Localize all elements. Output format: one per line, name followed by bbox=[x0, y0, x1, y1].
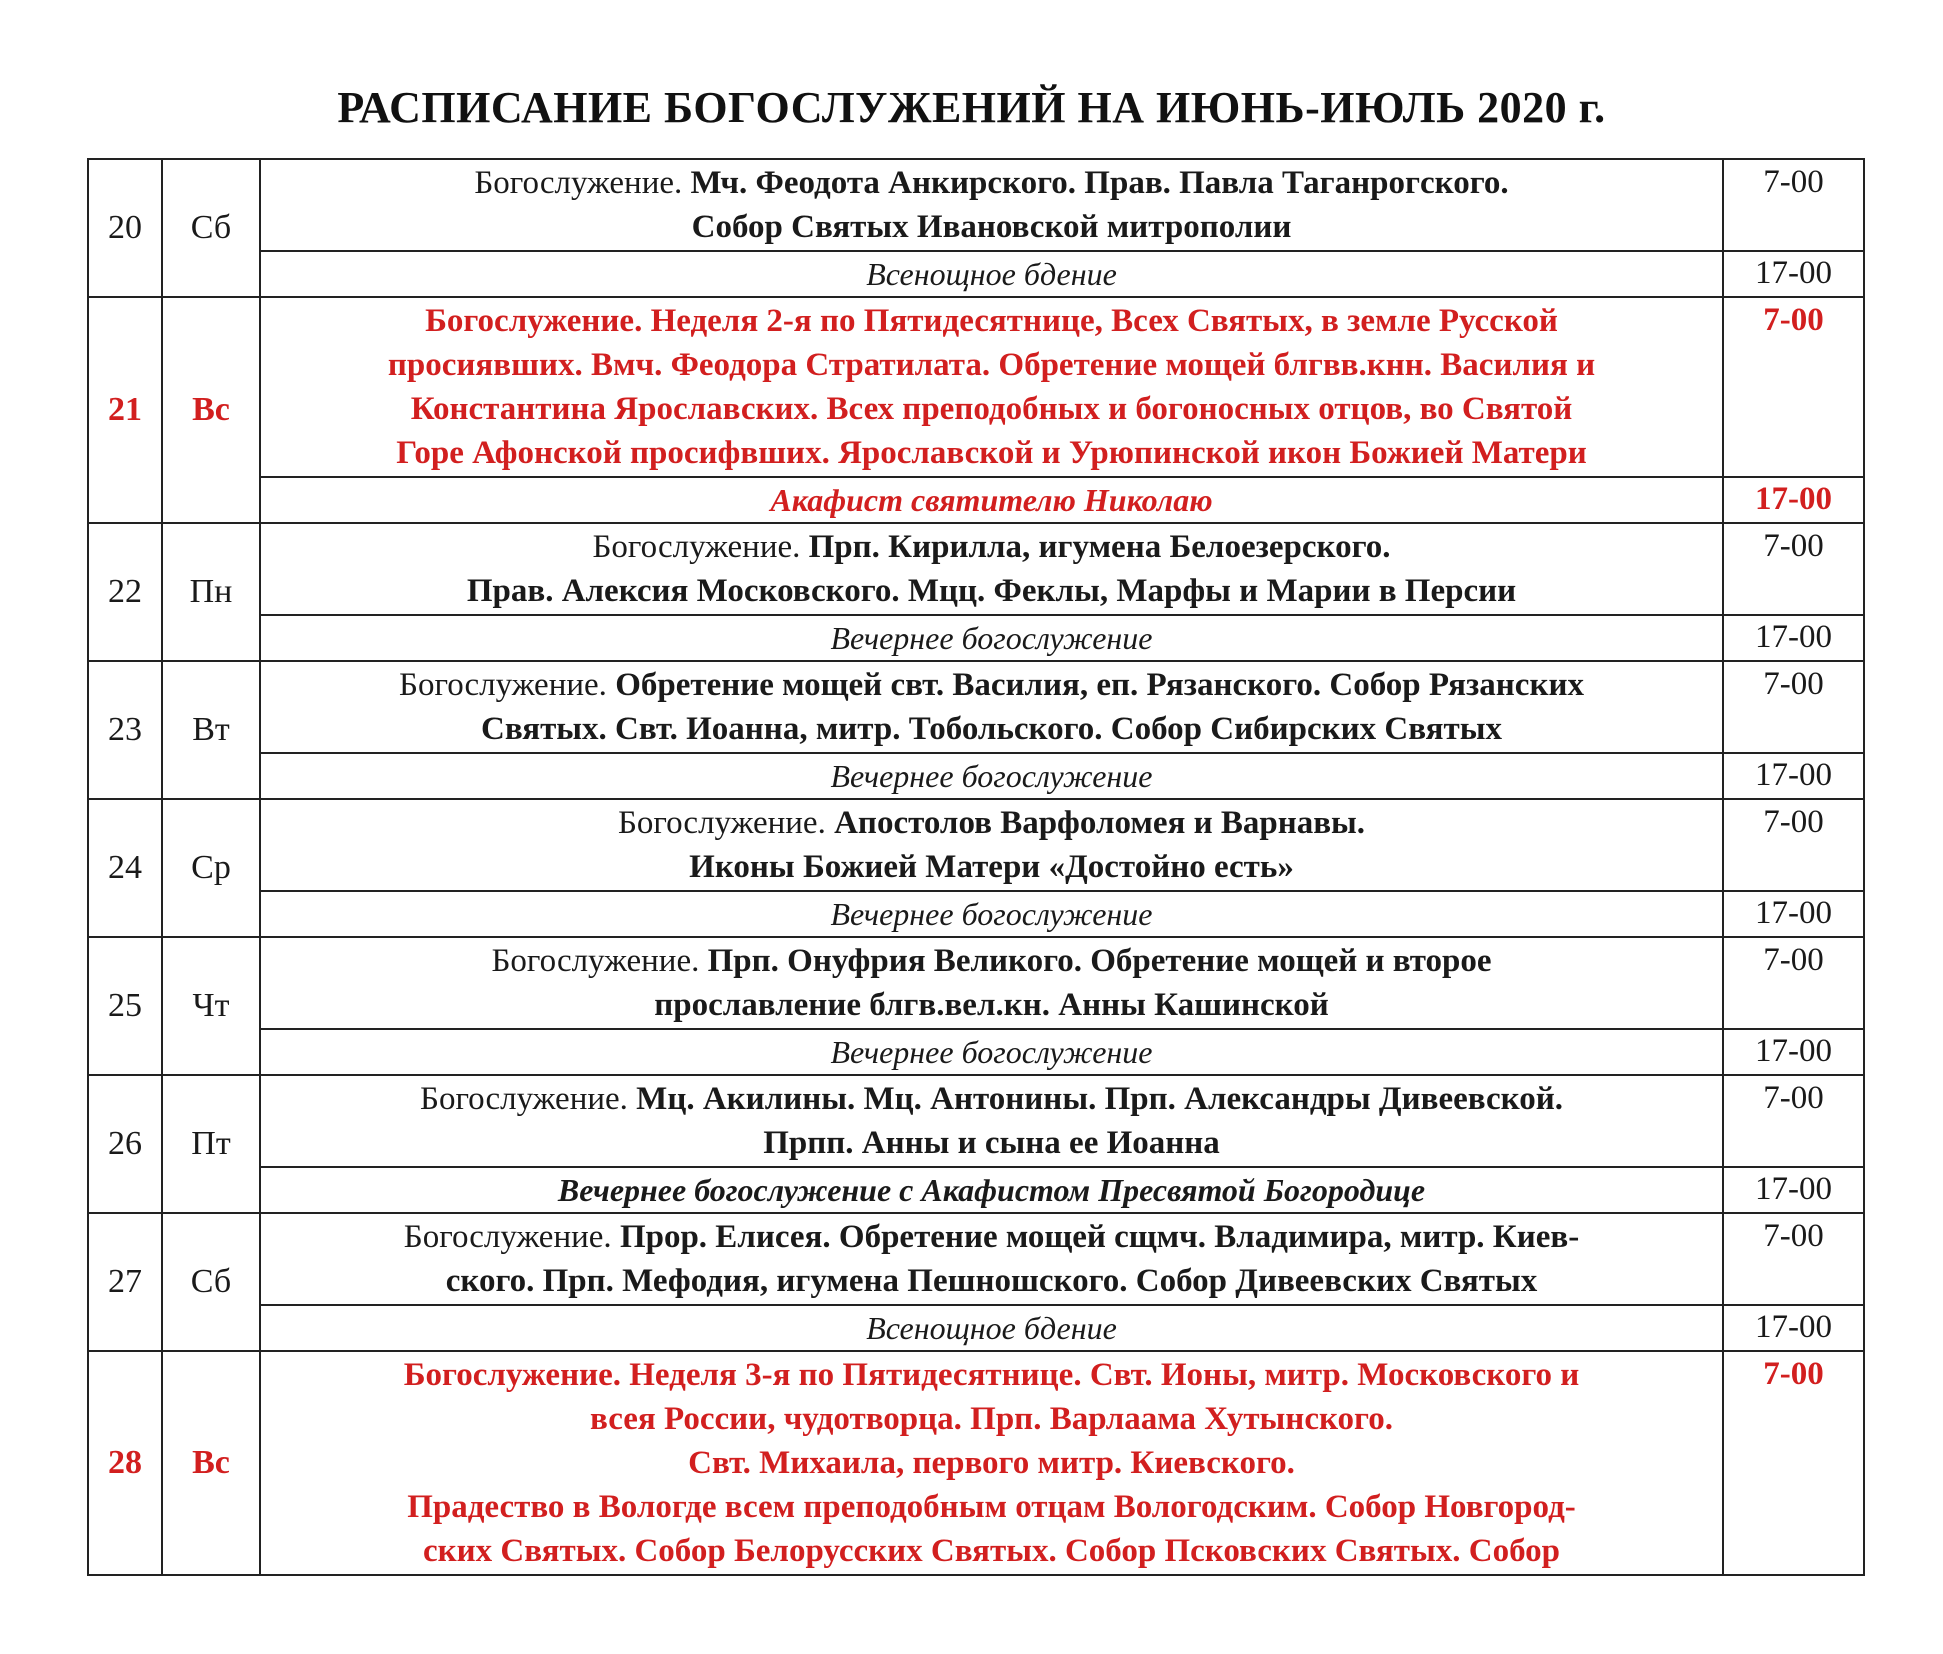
service-line: Горе Афонской просифвших. Ярославской и Урюпинской икон Божией Матери bbox=[396, 435, 1587, 471]
saints-commemorated: Прор. Елисея. Обретение мощей сщмч. Владимира, митр. Киев- bbox=[619, 1219, 1580, 1255]
morning-time: 7-00 bbox=[1723, 523, 1864, 615]
weekday: Сб bbox=[162, 1213, 260, 1351]
schedule-row-day-23 bbox=[88, 661, 1864, 753]
service-line: Богослужение. Неделя 3-я по Пятидесятнице. Свт. Ионы, митр. Московского и bbox=[403, 1357, 1580, 1393]
schedule-row-evening-27 bbox=[88, 1305, 1864, 1351]
evening-time: 17-00 bbox=[1723, 891, 1864, 937]
weekday: Вт bbox=[162, 661, 260, 799]
evening-service: Всенощное бдение bbox=[260, 1305, 1723, 1351]
morning-time: 7-00 bbox=[1723, 297, 1864, 477]
service-prefix: Богослужение. bbox=[403, 1219, 612, 1255]
evening-time: 17-00 bbox=[1723, 1167, 1864, 1213]
day-number: 20 bbox=[88, 159, 162, 297]
service-description bbox=[260, 1075, 1723, 1167]
service-prefix: Богослужение. bbox=[399, 667, 607, 703]
weekday: Вс bbox=[162, 297, 260, 523]
service-prefix: Богослужение. bbox=[617, 805, 826, 841]
schedule-row-day-21 bbox=[88, 297, 1864, 477]
schedule-row-evening-24 bbox=[88, 891, 1864, 937]
service-description bbox=[260, 159, 1723, 251]
saints-commemorated-continued: Собор Святых Ивановской митрополии bbox=[691, 209, 1292, 245]
service-prefix: Богослужение. bbox=[420, 1081, 628, 1117]
service-description bbox=[260, 1351, 1723, 1575]
morning-time: 7-00 bbox=[1723, 1213, 1864, 1305]
service-line: Прадество в Вологде всем преподобным отцам Вологодским. Собор Новгород- bbox=[407, 1489, 1576, 1525]
service-prefix: Богослужение. bbox=[474, 165, 683, 201]
service-line: всея России, чудотворца. Прп. Варлаама Хутынского. bbox=[590, 1401, 1393, 1437]
weekday: Сб bbox=[162, 159, 260, 297]
evening-service: Вечернее богослужение bbox=[260, 891, 1723, 937]
schedule-row-day-24 bbox=[88, 799, 1864, 891]
saints-commemorated-continued: Прпп. Анны и сына ее Иоанна bbox=[763, 1125, 1220, 1161]
saints-commemorated: Мц. Акилины. Мц. Антонины. Прп. Александры Дивеевской. bbox=[636, 1081, 1563, 1117]
schedule-row-evening-23 bbox=[88, 753, 1864, 799]
morning-time: 7-00 bbox=[1723, 159, 1864, 251]
service-line bbox=[267, 1077, 1716, 1121]
service-line bbox=[267, 939, 1716, 983]
service-prefix: Богослужение. bbox=[491, 943, 700, 979]
day-number: 27 bbox=[88, 1213, 162, 1351]
service-line: ских Святых. Собор Белорусских Святых. Собор Псковских Святых. Собор bbox=[423, 1533, 1560, 1569]
saints-commemorated-continued: Святых. Свт. Иоанна, митр. Тобольского. Собор Сибирских Святых bbox=[481, 711, 1502, 747]
service-line: Богослужение. Неделя 2-я по Пятидесятнице, Всех Святых, в земле Русской bbox=[425, 303, 1558, 339]
service-line bbox=[267, 1215, 1716, 1259]
saints-commemorated: Прп. Кирилла, игумена Белоезерского. bbox=[808, 529, 1391, 565]
evening-service: Вечернее богослужение bbox=[260, 615, 1723, 661]
day-number: 25 bbox=[88, 937, 162, 1075]
weekday: Вс bbox=[162, 1351, 260, 1575]
saints-commemorated-continued: Прав. Алексия Московского. Мцц. Феклы, Марфы и Марии в Персии bbox=[466, 573, 1517, 609]
evening-time: 17-00 bbox=[1723, 251, 1864, 297]
weekday: Пт bbox=[162, 1075, 260, 1213]
evening-time: 17-00 bbox=[1723, 753, 1864, 799]
service-line bbox=[267, 663, 1716, 707]
service-description bbox=[260, 799, 1723, 891]
evening-service: Всенощное бдение bbox=[260, 251, 1723, 297]
page-title: РАСПИСАНИЕ БОГОСЛУЖЕНИЙ НА ИЮНЬ-ИЮЛЬ 2020 г. bbox=[337, 83, 1606, 132]
schedule-row-day-25 bbox=[88, 937, 1864, 1029]
schedule-row-day-20 bbox=[88, 159, 1864, 251]
service-description bbox=[260, 523, 1723, 615]
saints-commemorated: Апостолов Варфоломея и Варнавы. bbox=[834, 805, 1366, 841]
service-description bbox=[260, 661, 1723, 753]
day-number: 26 bbox=[88, 1075, 162, 1213]
schedule-body bbox=[88, 159, 1864, 1575]
evening-time: 17-00 bbox=[1723, 477, 1864, 523]
saints-commemorated: Обретение мощей свт. Василия, еп. Рязанского. Собор Рязанских bbox=[615, 667, 1584, 703]
weekday: Чт bbox=[162, 937, 260, 1075]
saints-commemorated-continued: Иконы Божией Матери «Достойно есть» bbox=[689, 849, 1294, 885]
day-number: 21 bbox=[88, 297, 162, 523]
service-line bbox=[267, 801, 1716, 845]
evening-service: Вечернее богослужение с Акафистом Пресвятой Богородице bbox=[260, 1167, 1723, 1213]
schedule-row-evening-20 bbox=[88, 251, 1864, 297]
service-description bbox=[260, 1213, 1723, 1305]
service-prefix: Богослужение. bbox=[592, 529, 801, 565]
schedule-row-day-27 bbox=[88, 1213, 1864, 1305]
service-line bbox=[267, 161, 1716, 205]
service-description bbox=[260, 937, 1723, 1029]
saints-commemorated-continued: ского. Прп. Мефодия, игумена Пешношского. Собор Дивеевских Святых bbox=[445, 1263, 1538, 1299]
schedule-row-evening-21 bbox=[88, 477, 1864, 523]
schedule-row-day-26 bbox=[88, 1075, 1864, 1167]
schedule-row-evening-26 bbox=[88, 1167, 1864, 1213]
schedule-row-day-28 bbox=[88, 1351, 1864, 1575]
schedule-row-evening-25 bbox=[88, 1029, 1864, 1075]
morning-time: 7-00 bbox=[1723, 799, 1864, 891]
day-number: 28 bbox=[88, 1351, 162, 1575]
evening-service: Акафист святителю Николаю bbox=[260, 477, 1723, 523]
saints-commemorated: Прп. Онуфрия Великого. Обретение мощей и второе bbox=[707, 943, 1492, 979]
schedule-row-evening-22 bbox=[88, 615, 1864, 661]
evening-time: 17-00 bbox=[1723, 1305, 1864, 1351]
evening-service: Вечернее богослужение bbox=[260, 1029, 1723, 1075]
schedule-row-day-22 bbox=[88, 523, 1864, 615]
saints-commemorated-continued: прославление блгв.вел.кн. Анны Кашинской bbox=[654, 987, 1329, 1023]
service-description bbox=[260, 297, 1723, 477]
service-line bbox=[267, 525, 1716, 569]
service-line: Свт. Михаила, первого митр. Киевского. bbox=[688, 1445, 1295, 1481]
day-number: 22 bbox=[88, 523, 162, 661]
morning-time: 7-00 bbox=[1723, 1075, 1864, 1167]
weekday: Ср bbox=[162, 799, 260, 937]
weekday: Пн bbox=[162, 523, 260, 661]
schedule-table bbox=[87, 158, 1865, 1576]
service-line: Константина Ярославских. Всех преподобных и богоносных отцов, во Святой bbox=[410, 391, 1573, 427]
morning-time: 7-00 bbox=[1723, 1351, 1864, 1575]
day-number: 24 bbox=[88, 799, 162, 937]
evening-service: Вечернее богослужение bbox=[260, 753, 1723, 799]
evening-time: 17-00 bbox=[1723, 1029, 1864, 1075]
morning-time: 7-00 bbox=[1723, 661, 1864, 753]
day-number: 23 bbox=[88, 661, 162, 799]
saints-commemorated: Мч. Феодота Анкирского. Прав. Павла Таганрогского. bbox=[690, 165, 1509, 201]
morning-time: 7-00 bbox=[1723, 937, 1864, 1029]
service-line: просиявших. Вмч. Феодора Стратилата. Обретение мощей блгвв.кнн. Василия и bbox=[387, 347, 1596, 383]
evening-time: 17-00 bbox=[1723, 615, 1864, 661]
